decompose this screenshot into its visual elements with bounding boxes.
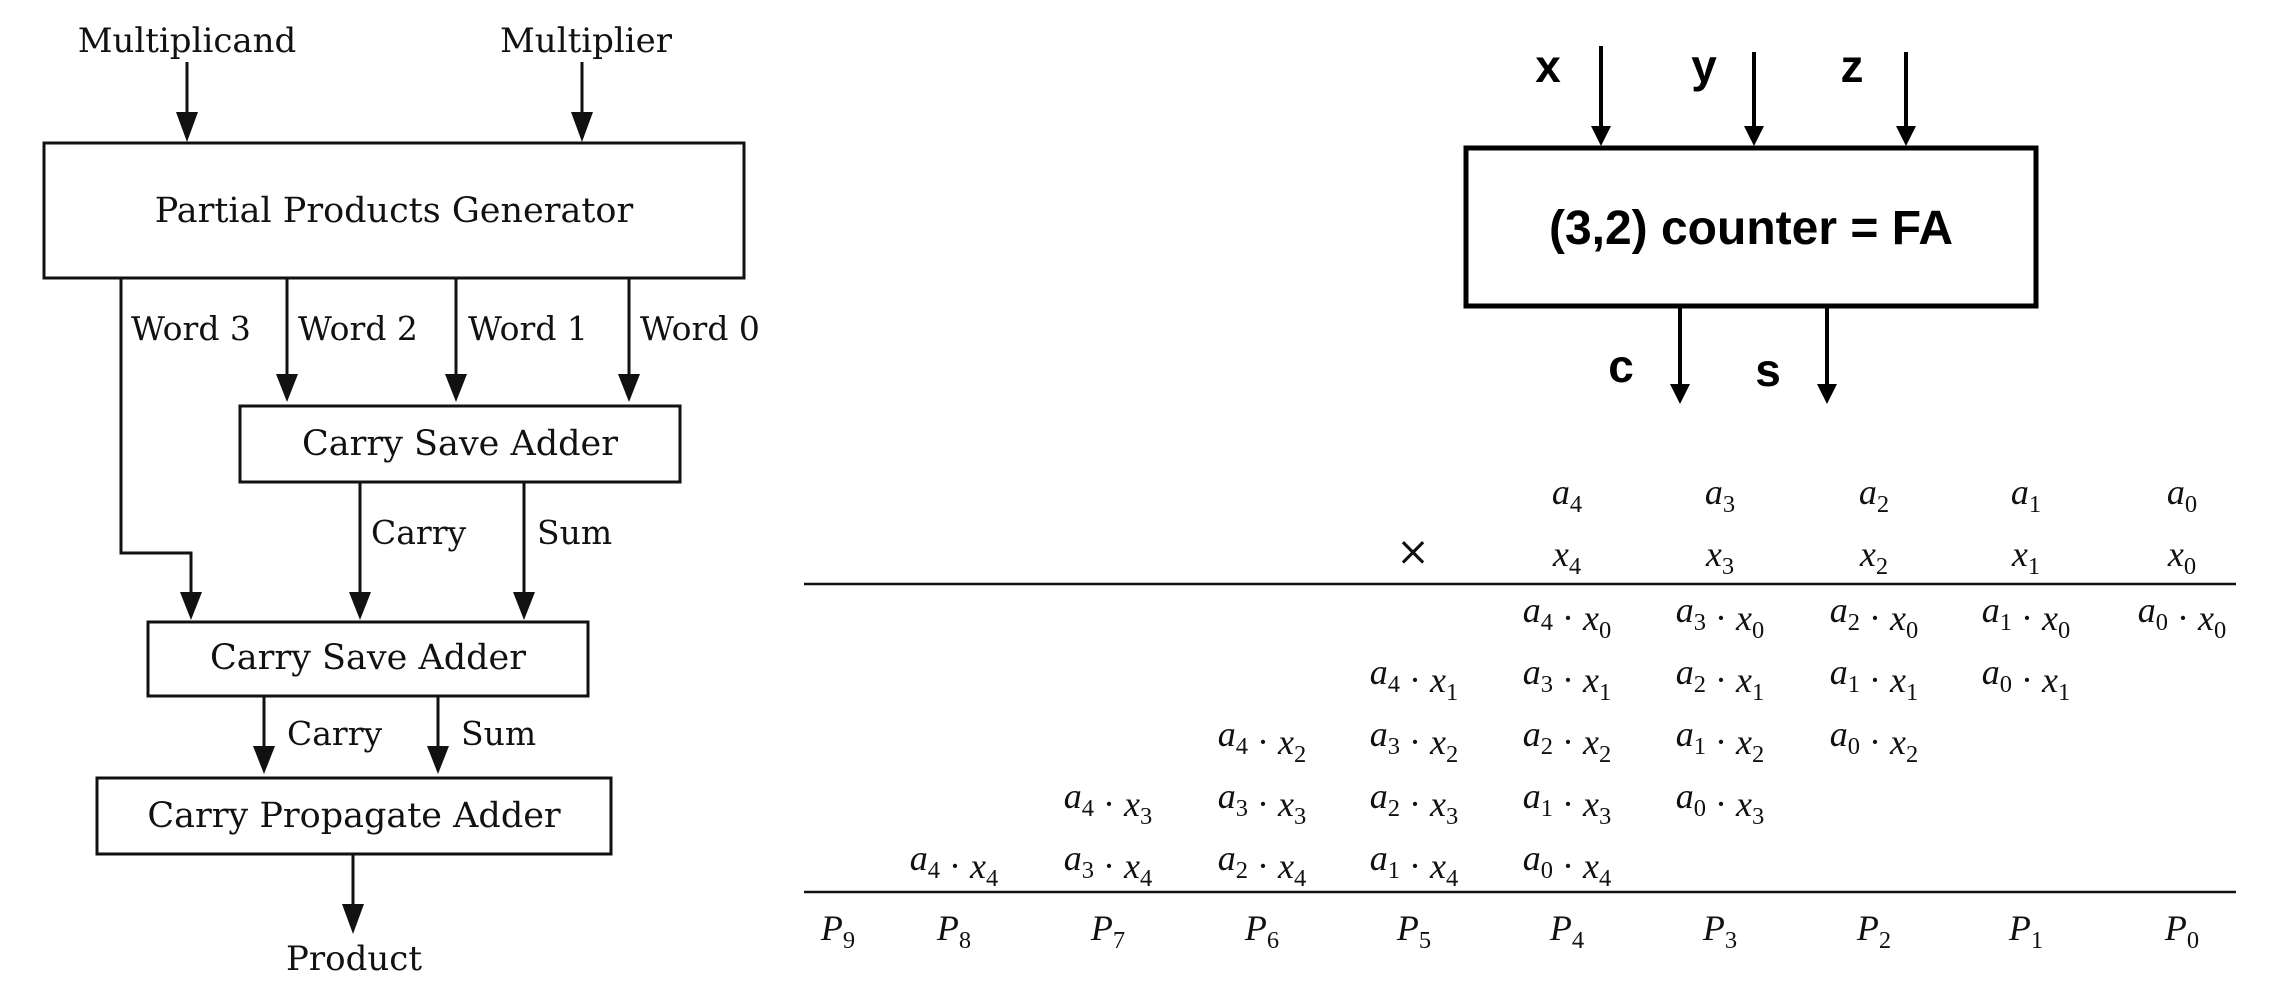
multiplicand-a3: $a_3$: [1704, 472, 1736, 518]
counter-c-arrowhead: [1670, 384, 1690, 404]
product-P3: $P_3$: [1702, 908, 1738, 954]
partial-product-a3-x0: $a_3 \cdot x_0$: [1675, 590, 1765, 644]
partial-product-a3-x4: $a_3 \cdot x_4$: [1063, 838, 1153, 892]
product-P7: $P_7$: [1090, 908, 1126, 954]
multiplicand-a4: $a_4$: [1551, 472, 1583, 518]
carry-save-adder-2-label: Carry Save Adder: [210, 638, 526, 678]
csa-2-carry-label: Carry: [287, 714, 383, 753]
counter-s-arrowhead: [1817, 384, 1837, 404]
partial-product-a0-x4: $a_0 \cdot x_4$: [1522, 838, 1612, 892]
partial-product-a4-x3: $a_4 \cdot x_3$: [1063, 776, 1153, 830]
csa-1-carry-arrowhead: [349, 592, 371, 620]
word-2-arrowhead: [276, 374, 298, 402]
csa-1-carry-label: Carry: [371, 513, 467, 552]
partial-product-a1-x1: $a_1 \cdot x_1$: [1829, 652, 1919, 706]
counter-input-y: y: [1691, 40, 1717, 92]
counter-input-z: z: [1840, 40, 1864, 92]
partial-product-a1-x2: $a_1 \cdot x_2$: [1675, 714, 1765, 768]
block-diagram-labels: [78, 21, 760, 979]
product-P1: $P_1$: [2008, 908, 2044, 954]
csa-2-carry-arrowhead: [253, 746, 275, 774]
counter-output-c: c: [1608, 340, 1634, 392]
word-1-arrowhead: [445, 374, 467, 402]
multiplier-label: Multiplier: [499, 21, 673, 61]
word-3-arrowhead: [180, 592, 202, 620]
multiplication-array: [804, 472, 2236, 954]
csa-2-sum-arrowhead: [427, 746, 449, 774]
counter-labels: [1535, 40, 1953, 396]
carry-propagate-adder-label: Carry Propagate Adder: [147, 796, 561, 836]
word-3-label: Word 3: [131, 309, 251, 348]
word-0-arrowhead: [618, 374, 640, 402]
product-P6: $P_6$: [1244, 908, 1280, 954]
multiplier-x0: $x_0$: [2167, 534, 2197, 580]
partial-product-a0-x1: $a_0 \cdot x_1$: [1981, 652, 2071, 706]
multiplier-x4: $x_4$: [1552, 534, 1582, 580]
partial-product-a4-x0: $a_4 \cdot x_0$: [1522, 590, 1612, 644]
product-P0: $P_0$: [2164, 908, 2200, 954]
product-P2: $P_2$: [1856, 908, 1892, 954]
multiplicand-a2: $a_2$: [1858, 472, 1890, 518]
word-2-label: Word 2: [298, 309, 418, 348]
partial-product-a2-x2: $a_2 \cdot x_2$: [1522, 714, 1612, 768]
partial-products-generator-label: Partial Products Generator: [154, 191, 634, 231]
counter-x-arrowhead: [1591, 126, 1611, 146]
product-P9: $P_9$: [820, 908, 856, 954]
partial-product-a3-x1: $a_3 \cdot x_1$: [1522, 652, 1612, 706]
carry-save-adder-1-label: Carry Save Adder: [302, 424, 618, 464]
multiplier-x3: $x_3$: [1705, 534, 1735, 580]
multiplicand-label: Multiplicand: [77, 21, 297, 61]
partial-product-a0-x0: $a_0 \cdot x_0$: [2137, 590, 2227, 644]
multiplier-arrowhead: [571, 112, 593, 142]
multiplicand-a0: $a_0$: [2166, 472, 2198, 518]
product-P4: $P_4$: [1549, 908, 1585, 954]
partial-product-a1-x4: $a_1 \cdot x_4$: [1369, 838, 1459, 892]
counter-y-arrowhead: [1744, 126, 1764, 146]
word-1-label: Word 1: [468, 309, 588, 348]
partial-product-a0-x3: $a_0 \cdot x_3$: [1675, 776, 1765, 830]
partial-product-a2-x3: $a_2 \cdot x_3$: [1369, 776, 1459, 830]
times-sign: ×: [1396, 529, 1430, 575]
partial-product-a3-x3: $a_3 \cdot x_3$: [1217, 776, 1307, 830]
multiplicand-a1: $a_1$: [2010, 472, 2042, 518]
partial-product-a2-x1: $a_2 \cdot x_1$: [1675, 652, 1765, 706]
product-arrowhead: [342, 904, 364, 934]
multiplier-x2: $x_2$: [1859, 534, 1889, 580]
multiplicand-arrowhead: [176, 112, 198, 142]
product-P5: $P_5$: [1396, 908, 1432, 954]
counter-input-x: x: [1535, 40, 1561, 92]
multiplier-x1: $x_1$: [2011, 534, 2041, 580]
counter-z-arrowhead: [1896, 126, 1916, 146]
partial-product-a4-x1: $a_4 \cdot x_1$: [1369, 652, 1459, 706]
csa-1-sum-arrowhead: [513, 592, 535, 620]
product-P8: $P_8$: [936, 908, 972, 954]
partial-product-a2-x0: $a_2 \cdot x_0$: [1829, 590, 1919, 644]
partial-product-a4-x4: $a_4 \cdot x_4$: [909, 838, 999, 892]
partial-product-a4-x2: $a_4 \cdot x_2$: [1217, 714, 1307, 768]
partial-product-a3-x2: $a_3 \cdot x_2$: [1369, 714, 1459, 768]
partial-product-a1-x3: $a_1 \cdot x_3$: [1522, 776, 1612, 830]
counter-output-s: s: [1755, 344, 1781, 396]
counter-label: (3,2) counter = FA: [1548, 202, 1954, 255]
csa-2-sum-label: Sum: [461, 714, 537, 753]
partial-product-a1-x0: $a_1 \cdot x_0$: [1981, 590, 2071, 644]
partial-product-a2-x4: $a_2 \cdot x_4$: [1217, 838, 1307, 892]
csa-1-sum-label: Sum: [537, 513, 613, 552]
word-0-label: Word 0: [640, 309, 760, 348]
partial-product-a0-x2: $a_0 \cdot x_2$: [1829, 714, 1919, 768]
product-label: Product: [286, 939, 422, 979]
